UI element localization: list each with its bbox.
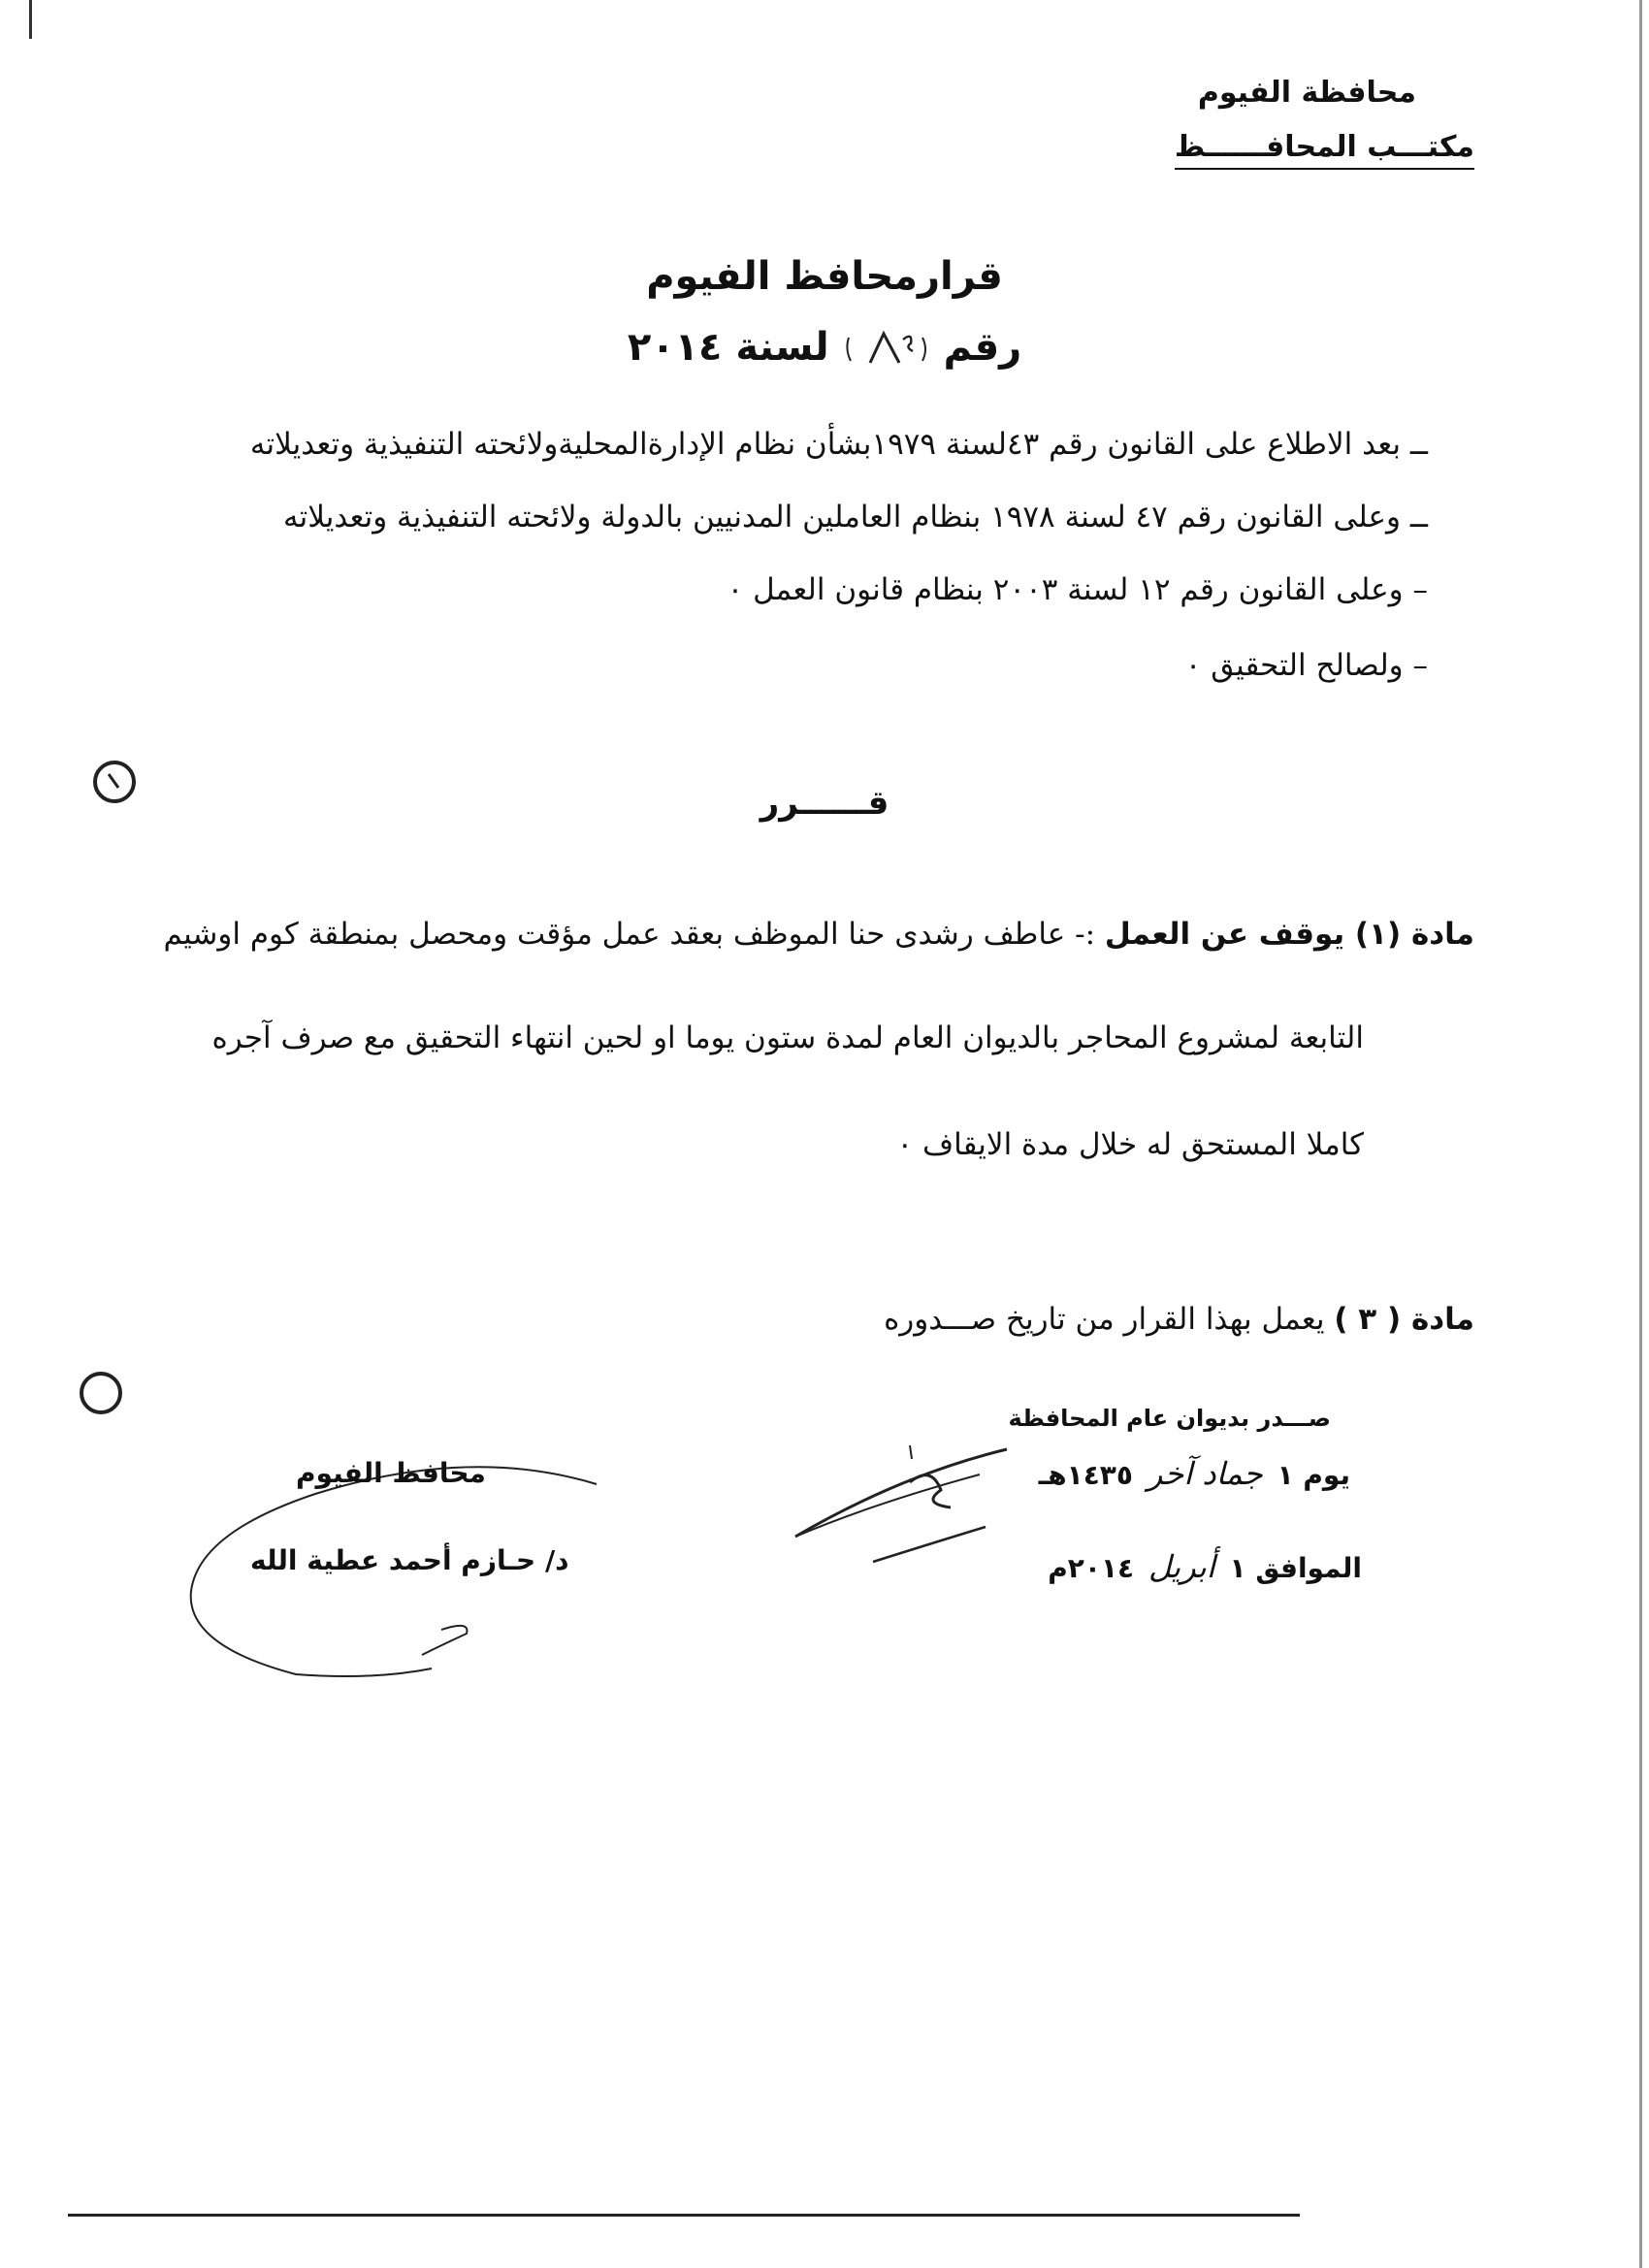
number-prefix: رقم: [943, 325, 1022, 370]
agree-label: الموافق ١: [1229, 1552, 1362, 1584]
decision-heading: قــــــرر: [760, 784, 889, 823]
header-office: مكتـــب المحافــــــظ: [1175, 130, 1474, 170]
hijri-year: ١٤٣٥هـ: [1038, 1459, 1133, 1491]
bottom-rule: [68, 2214, 1300, 2217]
day-label: يوم ١: [1277, 1459, 1350, 1491]
punch-hole-icon-2: [76, 1370, 126, 1416]
year-suffix: لسنة ٢٠١٤: [627, 325, 829, 370]
scan-edge-left: [29, 0, 32, 39]
handwritten-initials-icon: [786, 1436, 1018, 1571]
issued-at: صـــدر بديوان عام المحافظة: [1008, 1405, 1331, 1432]
preamble-line-2: ــ وعلى القانون رقم ٤٧ لسنة ١٩٧٨ بنظام العاملين المدنيين بالدولة ولائحته التنفيذية وتعديلاته: [283, 500, 1428, 535]
article-2-label: مادة ( ٣ ): [1334, 1302, 1474, 1337]
governor-title: محافظ الفيوم: [296, 1457, 486, 1489]
decree-number-line: [0, 325, 1649, 371]
greg-year: ٢٠١٤م: [1048, 1552, 1135, 1584]
agree-handwritten: أبريل: [1148, 1548, 1215, 1585]
article-1-line-2: التابعة لمشروع المحاجر بالديوان العام لمدة ستون يوما او لحين انتهاء التحقيق مع صرف آجره: [211, 1021, 1364, 1055]
decree-title: قرارمحافظ الفيوم: [646, 254, 1003, 299]
article-1-text: :- عاطف رشدى حنا الموظف بعقد عمل مؤقت ومحصل بمنطقة كوم اوشيم: [163, 917, 1096, 952]
article-2: [884, 1302, 1474, 1337]
day-handwritten: جماد آخر: [1147, 1455, 1263, 1492]
header-governorate: محافظة الفيوم: [1197, 76, 1416, 110]
article-2-text: يعمل بهذا القرار من تاريخ صـــدوره: [884, 1302, 1325, 1337]
article-1-label: مادة (١) يوقف عن العمل: [1104, 917, 1474, 952]
preamble-line-1: ــ بعد الاطلاع على القانون رقم ٤٣لسنة ١٩٧٩بشأن نظام الإدارةالمحليةولائحته التنفيذية وتعديلاته: [249, 427, 1428, 462]
article-1-line-3: كاملا المستحق له خلال مدة الايقاف ٠: [896, 1127, 1364, 1162]
governor-name: د/ حـازم أحمد عطية الله: [250, 1544, 569, 1576]
handwritten-number: [843, 328, 930, 371]
issue-day-hijri: [1039, 1455, 1350, 1492]
issue-day-gregorian: [1048, 1548, 1362, 1585]
article-1-line-1: [163, 917, 1474, 952]
preamble-line-3: – وعلى القانون رقم ١٢ لسنة ٢٠٠٣ بنظام قانون العمل ٠: [727, 572, 1428, 607]
preamble-line-4: – ولصالح التحقيق ٠: [1184, 648, 1428, 683]
